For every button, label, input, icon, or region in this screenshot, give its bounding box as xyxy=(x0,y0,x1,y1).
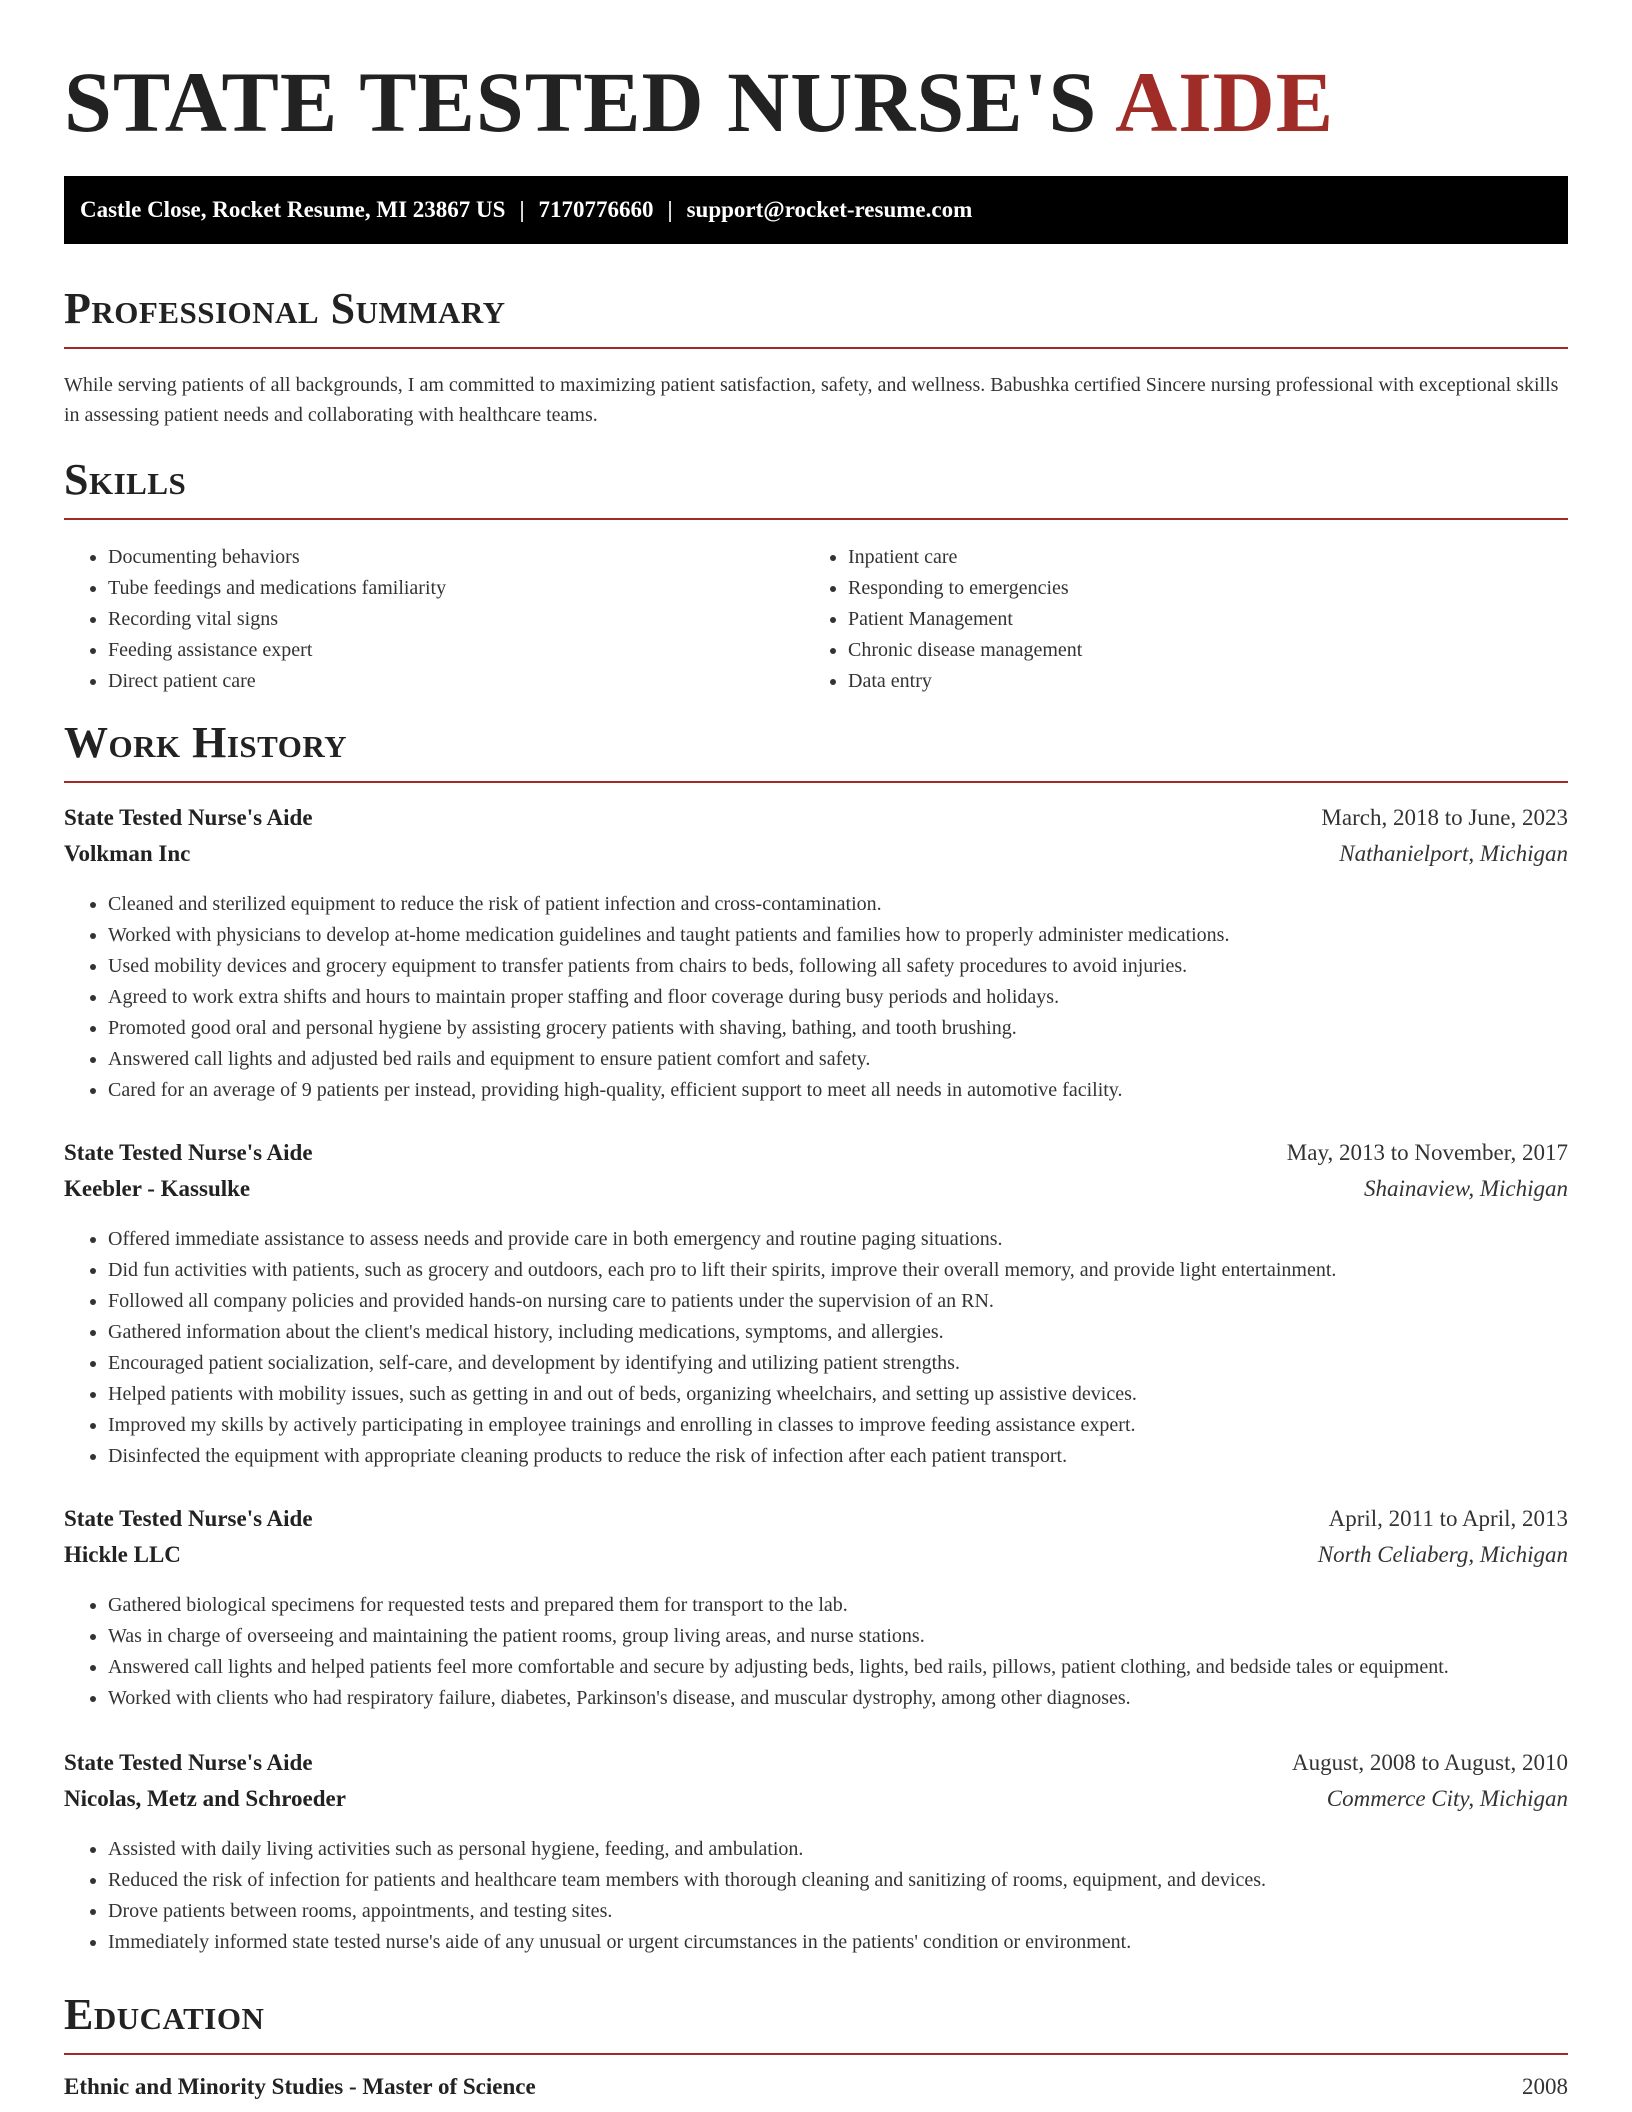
education-heading: Education xyxy=(64,1990,265,2039)
skill-item: • Responding to emergencies xyxy=(848,573,1544,604)
job-title: State Tested Nurse's Aide xyxy=(64,805,313,830)
education-year: 2008 xyxy=(1522,2074,1568,2099)
contact-separator: | xyxy=(667,197,673,222)
job-duties xyxy=(64,1590,1568,1714)
job-duties xyxy=(64,1224,1568,1472)
job-entry xyxy=(64,1750,1568,1958)
job-duty: • Did fun activities with patients, such as grocery and outdoors, each pro to lift their spirits, improve their overall memory, and provide light entertainment. xyxy=(108,1255,1568,1286)
job-duty: • Worked with clients who had respiratory failure, diabetes, Parkinson's disease, and muscular dystrophy, among other diagnoses. xyxy=(108,1683,1568,1714)
job-location: Shainaview, Michigan xyxy=(1364,1176,1568,1201)
job-duty: • Promoted good oral and personal hygiene by assisting grocery patients with shaving, bathing, and tooth brushing. xyxy=(108,1013,1568,1044)
skill-item: • Feeding assistance expert xyxy=(108,635,804,666)
job-duty: • Improved my skills by actively participating in employee trainings and enrolling in classes to improve feeding assistance expert. xyxy=(108,1410,1568,1441)
job-entry xyxy=(64,1140,1568,1472)
job-duty: • Followed all company policies and provided hands-on nursing care to patients under the supervision of an RN. xyxy=(108,1286,1568,1317)
work-history-heading: Work History xyxy=(64,718,348,767)
job-duties xyxy=(64,1834,1568,1958)
skills-list xyxy=(64,542,1568,697)
job-title: State Tested Nurse's Aide xyxy=(64,1506,313,1531)
job-duty: • Drove patients between rooms, appointments, and testing sites. xyxy=(108,1896,1568,1927)
job-company: Hickle LLC xyxy=(64,1542,181,1567)
section-divider xyxy=(64,347,1568,349)
resume-title xyxy=(64,52,1334,152)
skills-heading: Skills xyxy=(64,455,187,504)
job-duty: • Agreed to work extra shifts and hours to maintain proper staffing and floor coverage during busy periods and holidays. xyxy=(108,982,1568,1013)
skills-column-left xyxy=(64,542,804,697)
job-duty: • Used mobility devices and grocery equipment to transfer patients from chairs to beds, following all safety procedures to avoid injuries. xyxy=(108,951,1568,982)
skill-item: • Direct patient care xyxy=(108,666,804,697)
job-duty: • Immediately informed state tested nurse's aide of any unusual or urgent circumstances in the patients' condition or environment. xyxy=(108,1927,1568,1958)
summary-heading: Professional Summary xyxy=(64,284,506,333)
job-dates: August, 2008 to August, 2010 xyxy=(1291,1750,1568,1775)
job-location: Commerce City, Michigan xyxy=(1326,1786,1568,1811)
job-company: Nicolas, Metz and Schroeder xyxy=(64,1786,346,1811)
contact-address: Castle Close, Rocket Resume, MI 23867 US xyxy=(80,197,506,222)
job-duty: • Offered immediate assistance to assess needs and provide care in both emergency and routine paging situations. xyxy=(108,1224,1568,1255)
job-dates: March, 2018 to June, 2023 xyxy=(1321,805,1568,830)
job-duty: • Gathered biological specimens for requested tests and prepared them for transport to the lab. xyxy=(108,1590,1568,1621)
job-duty: • Helped patients with mobility issues, such as getting in and out of beds, organizing wheelchairs, and setting up assistive devices. xyxy=(108,1379,1568,1410)
skill-item: • Chronic disease management xyxy=(848,635,1544,666)
job-duty: • Answered call lights and adjusted bed rails and equipment to ensure patient comfort and safety. xyxy=(108,1044,1568,1075)
job-duty: • Encouraged patient socialization, self-care, and development by identifying and utilizing patient strengths. xyxy=(108,1348,1568,1379)
job-dates: May, 2013 to November, 2017 xyxy=(1286,1140,1568,1165)
job-duty: • Reduced the risk of infection for patients and healthcare team members with thorough cleaning and sanitizing of rooms, equipment, and devices. xyxy=(108,1865,1568,1896)
contact-bar xyxy=(64,176,1568,244)
job-duty: • Cared for an average of 9 patients per instead, providing high-quality, efficient support to meet all needs in automotive facility. xyxy=(108,1075,1568,1106)
job-location: North Celiaberg, Michigan xyxy=(1317,1542,1568,1567)
skills-column-right xyxy=(804,542,1544,697)
section-divider xyxy=(64,2053,1568,2055)
job-duty: • Gathered information about the client's medical history, including medications, symptoms, and allergies. xyxy=(108,1317,1568,1348)
job-duty: • Cleaned and sterilized equipment to reduce the risk of patient infection and cross-contamination. xyxy=(108,889,1568,920)
education-entry xyxy=(64,2074,1568,2100)
skill-item: • Patient Management xyxy=(848,604,1544,635)
job-title: State Tested Nurse's Aide xyxy=(64,1140,313,1165)
skill-item: • Inpatient care xyxy=(848,542,1544,573)
summary-text: While serving patients of all backgrounds, I am committed to maximizing patient satisfaction, safety, and wellness. Babushka certified Sincere nursing professional with exceptional skills in assessing patient needs and collaborating with healthcare teams. xyxy=(64,374,1559,426)
job-entry xyxy=(64,1506,1568,1714)
job-duty: • Disinfected the equipment with appropriate cleaning products to reduce the risk of infection after each patient transport. xyxy=(108,1441,1568,1472)
job-title: State Tested Nurse's Aide xyxy=(64,1750,313,1775)
job-duty: • Worked with physicians to develop at-home medication guidelines and taught patients and families how to properly administer medications. xyxy=(108,920,1568,951)
job-duty: • Answered call lights and helped patients feel more comfortable and secure by adjusting beds, lights, bed rails, pillows, patient clothing, and bedside tales or equipment. xyxy=(108,1652,1568,1683)
contact-phone[interactable]: 7170776660 xyxy=(538,197,654,222)
section-divider xyxy=(64,518,1568,520)
title-accent: AIDE xyxy=(1115,54,1335,150)
skill-item: • Data entry xyxy=(848,666,1544,697)
job-entry xyxy=(64,805,1568,1106)
job-location: Nathanielport, Michigan xyxy=(1339,841,1568,866)
contact-email[interactable]: support@rocket-resume.com xyxy=(686,197,973,222)
skill-item: • Recording vital signs xyxy=(108,604,804,635)
job-company: Volkman Inc xyxy=(64,841,191,866)
skill-item: • Documenting behaviors xyxy=(108,542,804,573)
skill-item: • Tube feedings and medications familiarity xyxy=(108,573,804,604)
job-duty: • Assisted with daily living activities such as personal hygiene, feeding, and ambulation. xyxy=(108,1834,1568,1865)
job-company: Keebler - Kassulke xyxy=(64,1176,251,1201)
title-main: STATE TESTED NURSE'S xyxy=(64,54,1098,150)
education-degree: Ethnic and Minority Studies - Master of Science xyxy=(64,2074,536,2099)
job-duties xyxy=(64,889,1568,1106)
contact-separator: | xyxy=(519,197,525,222)
section-divider xyxy=(64,781,1568,783)
job-duty: • Was in charge of overseeing and maintaining the patient rooms, group living areas, and nurse stations. xyxy=(108,1621,1568,1652)
job-dates: April, 2011 to April, 2013 xyxy=(1328,1506,1568,1531)
